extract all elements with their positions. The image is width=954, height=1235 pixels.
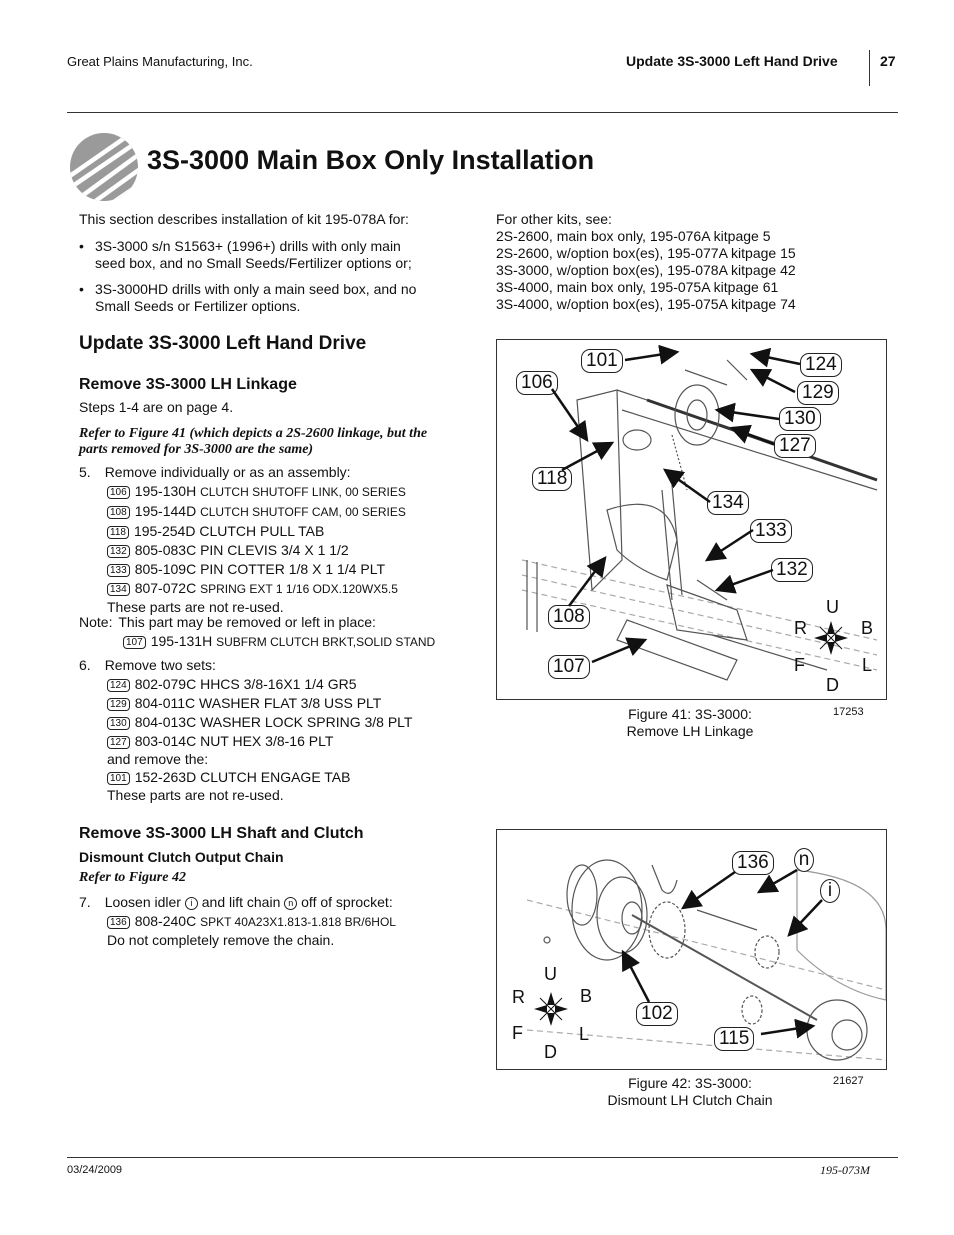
- page-title: 3S-3000 Main Box Only Installation: [147, 145, 595, 175]
- page-number: 27: [880, 53, 896, 69]
- kit-item: 2S-2600, w/option box(es), 195-077A kitpage 15: [496, 245, 796, 261]
- intro-bullet: • 3S-3000HD drills with only a main seed box, and no Small Seeds or Fertilizer options.: [79, 281, 417, 314]
- figure-41-number: 17253: [833, 706, 864, 718]
- minor-heading: Dismount Clutch Output Chain: [79, 849, 284, 865]
- footer-date: 03/24/2009: [67, 1164, 123, 1176]
- subsection-heading: Remove 3S-3000 LH Shaft and Clutch: [79, 825, 364, 842]
- header-rule: [67, 112, 898, 113]
- intro-bullet: • 3S-3000 s/n S1563+ (1996+) drills with only main seed box, and no Small Seeds/Fertilizer options or;: [79, 238, 412, 271]
- part-row: 134 807-072C SPRING EXT 1 1/16 ODX.120WX5.5: [107, 579, 406, 599]
- figure-reference: Refer to Figure 41 (which depicts a 2S-2600 linkage, but the parts removed for 3S-3000 are the same): [79, 426, 428, 457]
- callout-106: 106: [516, 371, 558, 395]
- header-section: Update 3S-3000 Left Hand Drive: [626, 53, 838, 69]
- callout-102: 102: [636, 1002, 678, 1026]
- callout-108: 108: [548, 605, 590, 629]
- callout-132: 132: [771, 558, 813, 582]
- steps-note: Steps 1-4 are on page 4.: [79, 399, 234, 415]
- step-7: 7. Loosen idler i and lift chain n off of sprocket: 136 808-240C SPKT 40A23X1.813-1.818 BR/6HOL Do not completely remove the chain.: [79, 894, 396, 948]
- part-row: 130 804-013C WASHER LOCK SPRING 3/8 PLT: [107, 713, 412, 732]
- part-row: 101 152-263D CLUTCH ENGAGE TAB: [107, 768, 412, 787]
- figure-42-caption: Figure 42: 3S-3000: Dismount LH Clutch Chain: [607, 1075, 773, 1108]
- figure-42: 136 n i 102 115 U R B F L D: [496, 829, 887, 1070]
- footer-rule: [67, 1157, 898, 1158]
- figure-42-number: 21627: [833, 1075, 864, 1087]
- compass-icon: [534, 992, 568, 1026]
- subsection-heading: Remove 3S-3000 LH Linkage: [79, 376, 297, 393]
- part-row: 124 802-079C HHCS 3/8-16X1 1/4 GR5: [107, 675, 412, 694]
- footer-doc-number: 195-073M: [820, 1163, 870, 1177]
- figure-reference: Refer to Figure 42: [79, 870, 186, 885]
- part-row: 129 804-011C WASHER FLAT 3/8 USS PLT: [107, 694, 412, 713]
- compass-icon: [814, 621, 848, 655]
- step-6: 6. Remove two sets: 124 802-079C HHCS 3/8-16X1 1/4 GR5 129 804-011C WASHER FLAT 3/8 USS PLT 130 804-013C WASHER LOCK SPRING 3/8 PLT 127 803-014C NUT HEX 3/8-16 PLT and remove the: 101 152-263D CLUTCH ENGAGE TAB These parts are not re-used.: [79, 657, 413, 803]
- callout-118: 118: [532, 467, 572, 491]
- callout-i: i: [820, 879, 840, 903]
- part-row: 118 195-254D CLUTCH PULL TAB: [107, 522, 406, 541]
- kit-item: 2S-2600, main box only, 195-076A kitpage 5: [496, 228, 771, 244]
- callout-107: 107: [548, 655, 590, 679]
- part-row: 108 195-144D CLUTCH SHUTOFF CAM, 00 SERIES: [107, 502, 406, 522]
- figure-41: 101 124 106 129 130 127 118 134 133 132 108 107 U R B F L D: [496, 339, 887, 700]
- callout-127: 127: [774, 434, 816, 458]
- callout-129: 129: [797, 381, 839, 405]
- callout-136: 136: [732, 851, 774, 875]
- callout-101: 101: [581, 349, 623, 373]
- step-5: 5. Remove individually or as an assembly: 106 195-130H CLUTCH SHUTOFF LINK, 00 SERIES 108 195-144D CLUTCH SHUTOFF CAM, 00 SERIES 118 195-254D CLUTCH PULL TAB 132 805-083C PIN CLEVIS 3/4 X 1 1/2 133 805-109C PIN COTTER 1/8 X 1 1/4 PLT 134 807-072C SPRING EXT 1 1/16 ODX.120WX5.5 These parts are not re-used.: [79, 464, 406, 615]
- great-plains-logo-icon: [69, 132, 139, 202]
- kit-item: 3S-4000, w/option box(es), 195-075A kitpage 74: [496, 296, 796, 312]
- figure-41-caption: Figure 41: 3S-3000: Remove LH Linkage: [626, 706, 754, 739]
- callout-130: 130: [779, 407, 821, 431]
- kit-item: 3S-3000, w/option box(es), 195-078A kitpage 42: [496, 262, 796, 278]
- leader-arrows: [497, 830, 886, 1069]
- header-divider: [869, 50, 870, 86]
- kit-item: 3S-4000, main box only, 195-075A kitpage 61: [496, 279, 779, 295]
- other-kits: For other kits, see: 2S-2600, main box only, 195-076A kitpage 5 2S-2600, w/option box(es), 195-077A kitpage 15 3S-3000, w/option box(es), 195-078A kitpage 42 3S-4000, main box only, 195-075A kitpage 61 3S-4000, w/option box(es), 195-075A kitpage 74: [496, 211, 796, 312]
- part-row: 136 808-240C SPKT 40A23X1.813-1.818 BR/6HOL: [107, 912, 396, 932]
- callout-134: 134: [707, 491, 749, 515]
- callout-133: 133: [750, 519, 792, 543]
- callout-n: n: [794, 848, 814, 872]
- part-row: 106 195-130H CLUTCH SHUTOFF LINK, 00 SERIES: [107, 482, 406, 502]
- part-row: 133 805-109C PIN COTTER 1/8 X 1 1/4 PLT: [107, 560, 406, 579]
- header-company: Great Plains Manufacturing, Inc.: [67, 54, 253, 69]
- part-row: 127 803-014C NUT HEX 3/8-16 PLT: [107, 732, 412, 751]
- callout-124: 124: [800, 353, 842, 377]
- part-row: 107 195-131H SUBFRM CLUTCH BRKT,SOLID STAND: [79, 632, 435, 652]
- callout-115: 115: [714, 1027, 754, 1051]
- section-heading: Update 3S-3000 Left Hand Drive: [79, 333, 367, 354]
- part-row: 132 805-083C PIN CLEVIS 3/4 X 1 1/2: [107, 541, 406, 560]
- note: Note: This part may be removed or left in place: 107 195-131H SUBFRM CLUTCH BRKT,SOLID STAND: [79, 613, 435, 652]
- intro-lead: This section describes installation of kit 195-078A for:: [79, 211, 409, 227]
